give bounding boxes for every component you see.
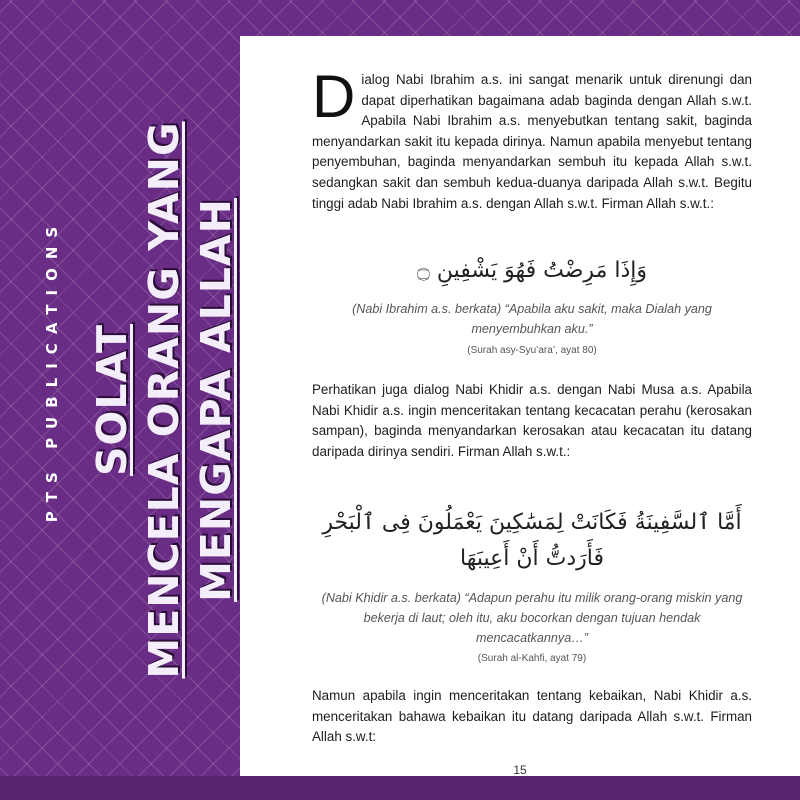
bottom-strip bbox=[0, 776, 800, 800]
verse-1-translation: (Nabi Ibrahim a.s. berkata) “Apabila aku sakit, maka Dialah yang menyembuhkan aku.” bbox=[352, 302, 712, 336]
cover-title-line-1: MENGAPA ALLAH bbox=[192, 198, 240, 602]
verse-2-arabic-line-1: أَمَّا ٱلسَّفِينَةُ فَكَانَتْ لِمَسَٰكِينَ يَعْمَلُونَ فِى ٱلْبَحْرِ bbox=[322, 510, 742, 535]
page-number: 15 bbox=[513, 763, 527, 776]
paragraph-1 bbox=[312, 63, 752, 214]
paragraph-3: Namun apabila ingin menceritakan tentang kebaikan, Nabi Khidir a.s. menceritakan bahawa kebaikan itu datang daripada Allah s.w.t. Firman Allah s.w.t: bbox=[312, 688, 752, 745]
verse-2-arabic-line-2: فَأَرَدتُّ أَنْ أَعِيبَهَا bbox=[460, 546, 604, 571]
verse-2-translation: (Nabi Khidir a.s. berkata) “Adapun perahu itu milik orang-orang miskin yang bekerja di laut; oleh itu, aku bocorkan dengan tujuan hendak mencacatkannya…” bbox=[321, 591, 743, 645]
cover-title-line-2: MENCELA ORANG YANG bbox=[140, 121, 188, 679]
paragraph-2: Perhatikan juga dialog Nabi Khidir a.s. dengan Nabi Musa a.s. Apabila Nabi Khidir a.s. ingin menceritakan tentang kecacatan perahu (kerosakan sampan), baginda menyandarkan kerosakan atau kecacatan itu datang daripada dirinya sendiri. Firman Allah s.w.t.: bbox=[312, 382, 752, 459]
drop-cap: D bbox=[312, 63, 356, 130]
book-page bbox=[240, 36, 800, 776]
cover-title-line-3: SOLAT bbox=[88, 323, 136, 477]
verse-1-arabic: وَإِذَا مَرِضْتُ فَهُوَ يَشْفِينِ ۝ bbox=[416, 258, 647, 283]
publisher-name: PTS PUBLICATIONS bbox=[43, 217, 61, 523]
verse-1-reference: (Surah asy-Syu’ara’, ayat 80) bbox=[467, 345, 597, 356]
verse-2-reference: (Surah al-Kahfi, ayat 79) bbox=[477, 653, 587, 664]
paragraph-1-text: ialog Nabi Ibrahim a.s. ini sangat menarik untuk direnungi dan dapat diperhatikan bagaimana adab baginda dengan Allah s.w.t. Apabila Nabi Ibrahim a.s. menyebutkan tentang sakit, baginda menyandarkan sakit itu kepada dirinya. Namun apabila menyebut tentang penyembuhan, baginda menyandarkan sembuh itu kepada Allah s.w.t. sedangkan sakit dan sembuh kedua-duanya daripada Allah s.w.t. Begitu tinggi adab Nabi Ibrahim a.s. dengan Allah s.w.t. Firman Allah s.w.t.: bbox=[312, 72, 752, 211]
